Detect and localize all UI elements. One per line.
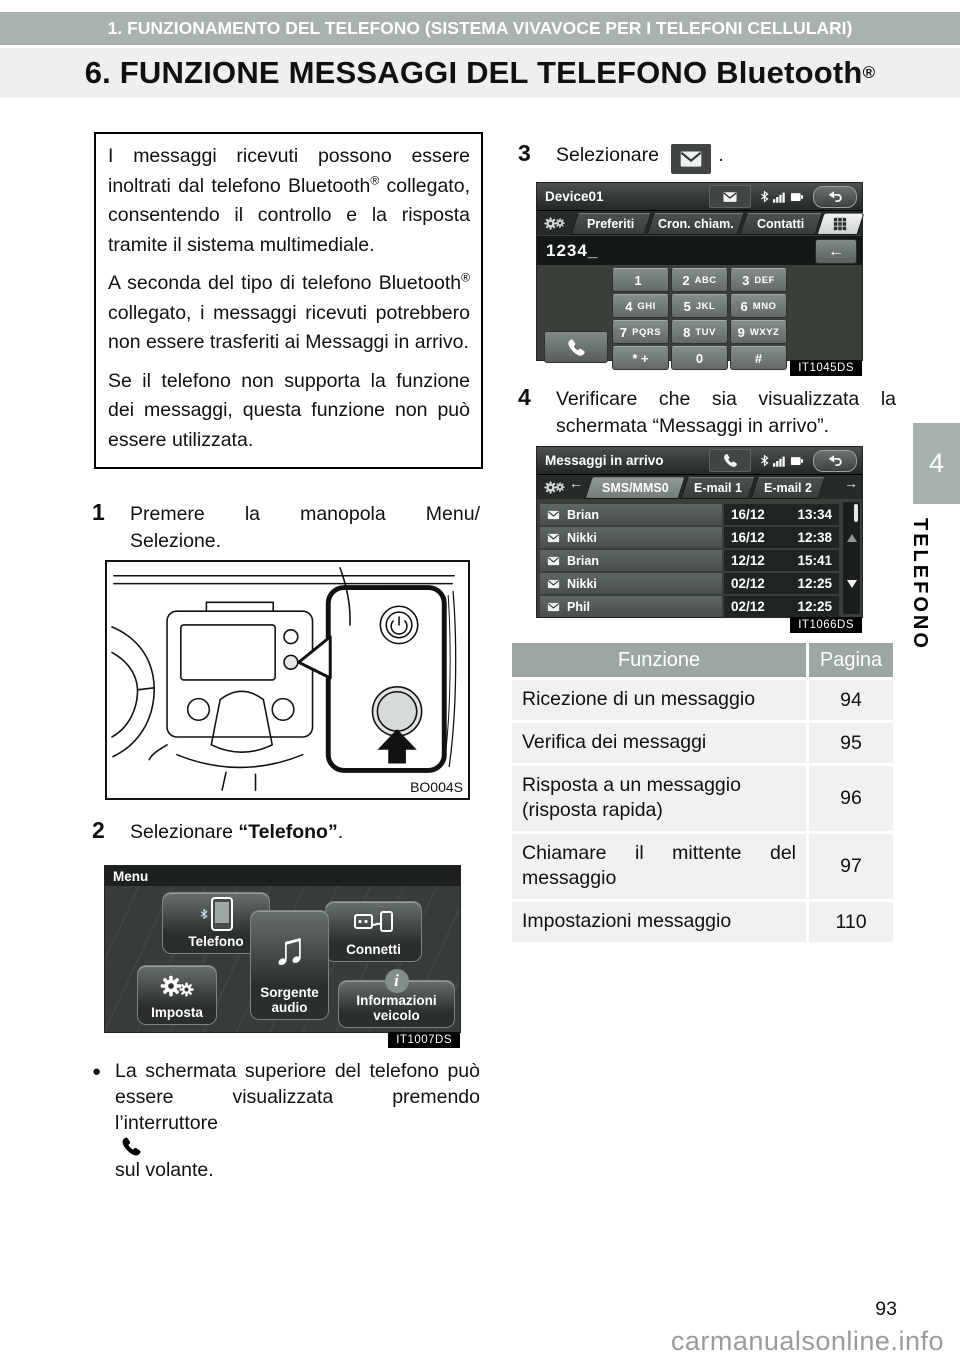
gear-icon (160, 966, 194, 1005)
table-row: Ricezione di un messaggio 94 (512, 680, 893, 720)
menu-screen-body (105, 886, 460, 1032)
back-button (813, 450, 857, 472)
section-side-label: TELEFONO (909, 518, 931, 651)
tile-connetti: Connetti (325, 901, 422, 962)
scroll-up-icon (847, 534, 857, 542)
step-number: 4 (518, 384, 531, 410)
status-bar (537, 447, 862, 475)
dashboard-drawing (107, 562, 464, 794)
step-number: 3 (518, 140, 531, 166)
signal-icon (773, 454, 787, 468)
battery-icon (790, 454, 805, 468)
dashboard-figure (105, 560, 470, 800)
figure-code: IT1007DS (388, 1032, 460, 1048)
scroll-down-icon (847, 580, 857, 588)
step-text: Verificare che sia visualizzata la (556, 388, 896, 410)
message-row: Phil 02/12 12:25 (540, 596, 839, 617)
tab-keypad (817, 213, 865, 235)
note-paragraph: A seconda del tipo di telefono Bluetooth® collegato, i messaggi ricevuti potrebbero non essere trasferiti ai Messaggi in arrivo. (108, 270, 470, 353)
message-row: Nikki 16/12 12:38 (540, 527, 839, 548)
key-3: 3 DEF (730, 268, 787, 292)
bullet-text: essere visualizzata premendo (115, 1086, 480, 1108)
scrollbar-thumb (854, 504, 858, 522)
phone-indicator (709, 449, 751, 472)
tile-sorgente-audio: ♫ Sorgente audio (250, 910, 329, 1020)
bullet-dot: ● (92, 1063, 102, 1080)
step-2: 2 Selezionare “Telefono”. (92, 817, 344, 843)
settings-gears-icon (544, 211, 565, 235)
key-star-plus: * + (612, 346, 669, 370)
tab-contatti: Contatti (739, 213, 822, 235)
tab-email-2: E-mail 2 (750, 477, 825, 499)
backspace-icon: ← (828, 242, 844, 260)
back-button (813, 186, 857, 208)
page-title: 6. FUNZIONE MESSAGGI DEL TELEFONO Bluetooth (84, 55, 863, 90)
arrow-up-marker (377, 729, 416, 763)
figure-code: BO004S (404, 779, 463, 795)
step-number: 1 (92, 499, 105, 525)
page-number: 93 (875, 1298, 897, 1320)
info-icon: i (385, 969, 409, 993)
envelope-icon (721, 190, 739, 204)
step-text: Selezione. (130, 530, 222, 552)
table-row: Verifica dei messaggi 95 (512, 723, 893, 763)
key-0: 0 (671, 346, 728, 370)
table-row: Impostazioni messaggio 110 (512, 902, 893, 942)
watermark: carmanualsonline.info (670, 1326, 944, 1356)
settings-gears-icon (544, 475, 565, 499)
step-text: Selezionare (130, 821, 239, 843)
step-text: Premere la manopola Menu/ (130, 503, 480, 525)
number-input (537, 236, 862, 265)
screen-title: Messaggi in arrivo (545, 453, 664, 468)
key-1: 1 (612, 268, 669, 292)
music-note-icon: ♫ (272, 922, 307, 974)
tile-imposta: Imposta (137, 965, 217, 1025)
envelope-icon (546, 509, 561, 521)
key-6: 6 MNO (730, 294, 787, 318)
function-page-table (512, 643, 893, 942)
inbox-screenshot (537, 447, 862, 631)
tile-informazioni-veicolo: i Informazioni veicolo (338, 980, 455, 1028)
key-hash: # (730, 346, 787, 370)
key-2: 2 ABC (671, 268, 728, 292)
step-text: schermata “Messaggi in arrivo”. (556, 415, 830, 437)
bullet-note (92, 1058, 480, 1183)
figure-code: IT1066DS (790, 617, 862, 633)
phone-tabs (537, 211, 862, 235)
tab-scroll-right-icon: → (844, 475, 858, 491)
table-row: Risposta a un messaggio (risposta rapida) 96 (512, 766, 893, 831)
phone-icon (567, 338, 586, 357)
page-title-band: 6. FUNZIONE MESSAGGI DEL TELEFONO Bluetooth ® (0, 48, 960, 98)
inbox-tabs (537, 475, 862, 499)
bullet-text: La schermata superiore del telefono può (115, 1060, 480, 1082)
phone-icon (121, 1136, 142, 1157)
note-box (94, 132, 483, 469)
step-4 (518, 386, 896, 440)
step-text-bold: “Telefono” (238, 821, 338, 843)
tab-preferiti: Preferiti (570, 213, 651, 235)
chapter-tab: 4 (913, 423, 960, 504)
key-8: 8 TUV (671, 320, 728, 344)
message-row: Brian 12/12 15:41 (540, 550, 839, 571)
step-3: 3 Selezionare . (518, 142, 896, 174)
tab-scroll-left-icon: ← (569, 475, 583, 491)
envelope-icon (546, 555, 561, 567)
bullet-text: l’interruttore sul volante. (115, 1112, 218, 1181)
back-icon (828, 454, 843, 468)
envelope-icon (546, 578, 561, 590)
tile-telefono: Telefono (162, 892, 270, 954)
step-number: 2 (92, 817, 105, 843)
message-button (671, 144, 711, 174)
key-4: 4 GHI (612, 294, 669, 318)
message-row: Nikki 02/12 12:25 (540, 573, 839, 594)
backspace-button (815, 239, 857, 264)
bluetooth-icon (759, 190, 770, 203)
step-text: Selezionare (556, 144, 665, 166)
smartphone-icon (199, 893, 233, 934)
figure-code: IT1045DS (790, 360, 862, 376)
unit-screen (181, 625, 275, 680)
column-header-funzione: Funzione (512, 643, 806, 677)
menu-screenshot (105, 866, 460, 1046)
key-7: 7 PQRS (612, 320, 669, 344)
connect-icon (354, 902, 394, 942)
chapter-header: 1. FUNZIONAMENTO DEL TELEFONO (SISTEMA VIVAVOCE PER I TELEFONI CELLULARI) (107, 18, 853, 38)
envelope-icon (546, 601, 561, 613)
envelope-icon (680, 148, 702, 170)
message-row: Brian 16/12 13:34 (540, 504, 839, 525)
note-paragraph: Se il telefono non supporta la funzione dei messaggi, questa funzione non può essere utilizzata. (108, 369, 470, 451)
bluetooth-icon (759, 454, 770, 467)
menu-select-knob (284, 655, 298, 669)
step-1 (92, 501, 480, 555)
column-header-pagina: Pagina (809, 643, 893, 677)
menu-screen-title: Menu (105, 866, 460, 886)
scrollbar (843, 502, 860, 614)
signal-icon (773, 190, 787, 204)
callout-pointer (299, 637, 330, 678)
table-row: Chiamare il mittente del messaggio 97 (512, 834, 893, 899)
steering-wheel-outline (112, 627, 154, 757)
tab-email-1: E-mail 1 (680, 477, 755, 499)
phone-icon (723, 453, 738, 468)
tab-sms-mms: SMS/MMS0 (584, 477, 685, 499)
tab-cron-chiam: Cron. chiam. (646, 213, 744, 235)
table-header (512, 643, 893, 677)
key-5: 5 JKL (671, 294, 728, 318)
page-header-band (0, 12, 960, 45)
phone-keypad-screenshot (537, 183, 862, 374)
envelope-icon (546, 532, 561, 544)
message-indicator (709, 185, 751, 208)
back-icon (828, 190, 843, 204)
dialed-number: 1234_ (546, 240, 599, 260)
call-button (544, 331, 608, 363)
note-paragraph: I messaggi ricevuti possono essere inoltrati dal telefono Bluetooth® collegato, consentendo il controllo e la risposta tramite il sistema multimediale. (108, 145, 470, 256)
key-9: 9 WXYZ (730, 320, 787, 344)
grid-icon (834, 217, 848, 231)
status-bar (537, 183, 862, 211)
device-name: Device01 (545, 189, 604, 204)
battery-icon (790, 190, 805, 204)
